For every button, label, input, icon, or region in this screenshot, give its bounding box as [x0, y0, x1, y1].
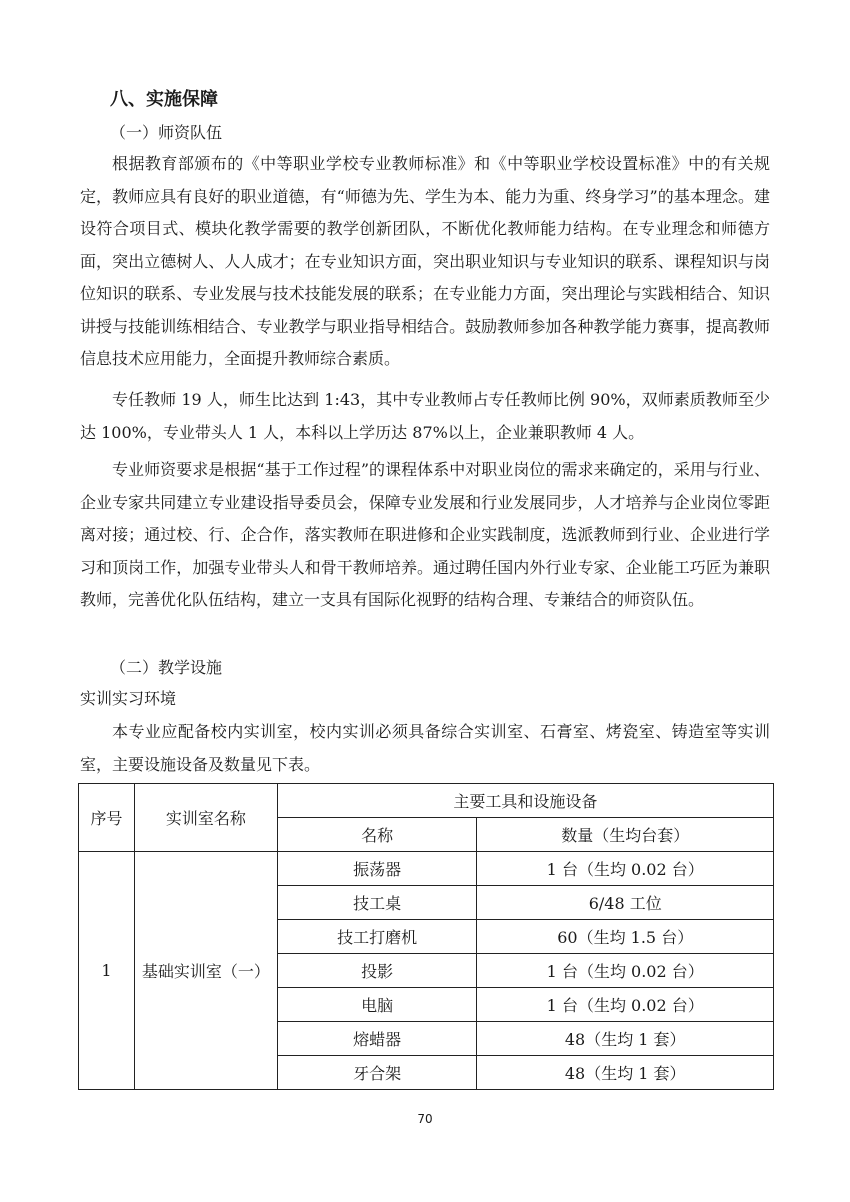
cell-item-name: 技工桌 — [277, 886, 477, 920]
header-equipment-group: 主要工具和设施设备 — [277, 784, 773, 818]
cell-room-name: 基础实训室（一） — [134, 852, 277, 1090]
cell-item-name: 电脑 — [277, 988, 477, 1022]
cell-item-qty: 60（生均 1.5 台） — [477, 920, 774, 954]
paragraph-faculty-standards: 根据教育部颁布的《中等职业学校专业教师标准》和《中等职业学校设置标准》中的有关规定，教师应具有良好的职业道德，有“师德为先、学生为本、能力为重、终身学习”的基本理念。建设符合项目式、模块化教学需要的教学创新团队，不断优化教师能力结构。在专业理念和师德方面，突出立德树人、人人成才；在专业知识方面，突出职业知识与专业知识的联系、课程知识与岗位知识的联系、专业发展与技术技能发展的联系；在专业能力方面，突出理论与实践相结合、知识讲授与技能训练相结合、专业教学与职业指导相结合。鼓励教师参加各种教学能力赛事，提高教师信息技术应用能力，全面提升教师综合素质。 — [80, 154, 770, 368]
cell-item-qty: 48（生均 1 套） — [477, 1022, 774, 1056]
cell-item-qty: 1 台（生均 0.02 台） — [477, 852, 774, 886]
cell-item-qty: 48（生均 1 套） — [477, 1056, 774, 1090]
header-item-name: 名称 — [277, 818, 477, 852]
header-item-qty: 数量（生均台套） — [477, 818, 774, 852]
paragraph-faculty-numbers: 专任教师 19 人，师生比达到 1:43，其中专业教师占专任教师比例 90%，双师素质教师至少达 100%，专业带头人 1 人，本科以上学历达 87%以上，企业兼职教师 4 人。 — [80, 390, 770, 442]
subsection-facilities: （二）教学设施 — [110, 658, 223, 677]
header-seq: 序号 — [79, 784, 135, 852]
cell-item-qty: 6/48 工位 — [477, 886, 774, 920]
cell-seq: 1 — [79, 852, 135, 1090]
page-number: 70 — [417, 1112, 433, 1126]
paragraph-faculty-requirements: 专业师资要求是根据“基于工作过程”的课程体系中对职业岗位的需求来确定的，采用与行业、企业专家共同建立专业建设指导委员会，保障专业发展和行业发展同步，人才培养与企业岗位零距离对接；通过校、行、企合作，落实教师在职进修和企业实践制度，选派教师到行业、企业进行学习和顶岗工作，加强专业带头人和骨干教师培养。通过聘任国内外行业专家、企业能工巧匠为兼职教师，完善优化队伍结构，建立一支具有国际化视野的结构合理、专兼结合的师资队伍。 — [80, 460, 770, 609]
subsection-training-environment: 实训实习环境 — [80, 689, 177, 708]
cell-item-name: 牙合架 — [277, 1056, 477, 1090]
cell-item-name: 投影 — [277, 954, 477, 988]
table-row — [79, 852, 774, 886]
section-title: 八、实施保障 — [110, 89, 218, 110]
cell-item-name: 技工打磨机 — [277, 920, 477, 954]
paragraph-facilities-intro: 本专业应配备校内实训室，校内实训必须具备综合实训室、石膏室、烤瓷室、铸造室等实训室，主要设施设备及数量见下表。 — [80, 722, 770, 774]
cell-item-name: 熔蜡器 — [277, 1022, 477, 1056]
cell-item-qty: 1 台（生均 0.02 台） — [477, 988, 774, 1022]
equipment-table — [78, 783, 774, 1090]
cell-item-qty: 1 台（生均 0.02 台） — [477, 954, 774, 988]
cell-item-name: 振荡器 — [277, 852, 477, 886]
subsection-faculty: （一）师资队伍 — [110, 123, 223, 142]
header-room-name: 实训室名称 — [134, 784, 277, 852]
